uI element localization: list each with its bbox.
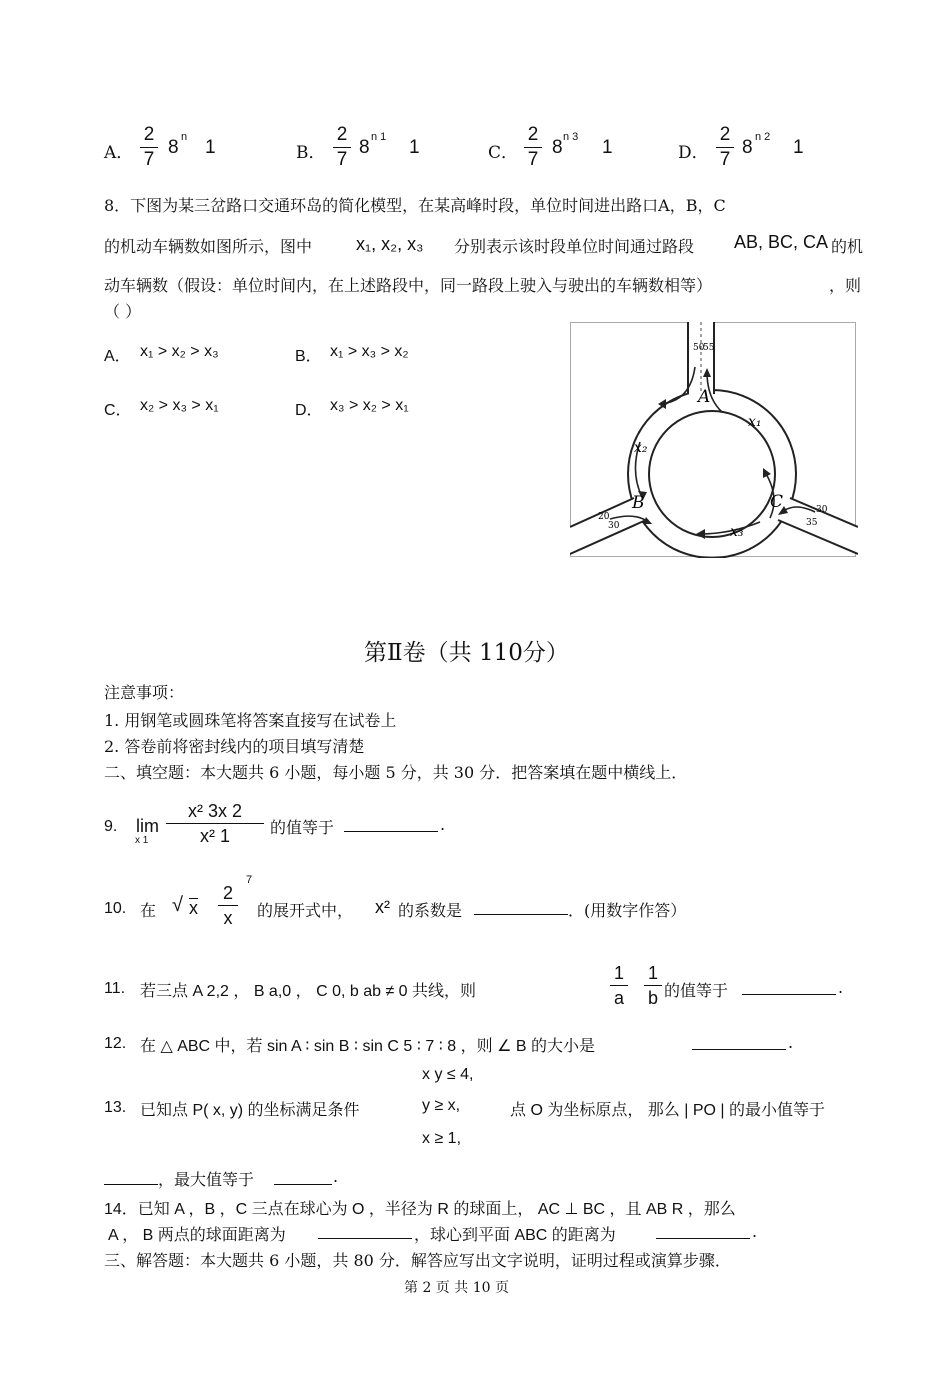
question-number: 9.: [104, 818, 118, 835]
segment-label-x2: x₂: [634, 440, 648, 456]
fraction: 2 7: [333, 124, 351, 171]
question-number: 10.: [104, 900, 127, 917]
question-text: 点 O 为坐标原点， 那么 | PO | 的最小值等于: [510, 1102, 825, 1119]
option-letter: A．: [104, 143, 134, 163]
q8-line3-end: ，则: [829, 276, 862, 295]
option-letter: B．: [296, 143, 326, 163]
term: 1: [205, 137, 216, 158]
fraction: 2 7: [140, 124, 158, 171]
q8-line2-a: 的机动车辆数如图所示，图中: [104, 237, 313, 256]
power-base: 8: [742, 137, 753, 158]
power-exponent: n 1: [371, 131, 387, 143]
question-number: 12.: [104, 1035, 127, 1052]
limit-symbol: lim: [136, 816, 159, 836]
power-exponent: n 2: [755, 131, 771, 143]
fraction: 1 a: [610, 962, 628, 1009]
option-label: D．: [295, 402, 323, 419]
condition: x y ≤ 4,: [422, 1066, 474, 1083]
term: 1: [602, 137, 613, 158]
solve-heading: 三、解答题：本大题共 6 小题，共 80 分．解答应写出文字说明，证明过程或演算步骤．: [104, 1251, 731, 1270]
flow-label: 35: [806, 518, 818, 528]
punctuation: .: [838, 978, 844, 997]
power-exponent: n: [181, 131, 188, 143]
answer-blank[interactable]: [344, 817, 438, 832]
section-title: 第Ⅱ卷（共 110分）: [364, 640, 569, 666]
node-label-c: C: [770, 492, 784, 512]
sqrt-icon: √: [172, 894, 183, 916]
option-text: x₁ > x₂ > x₃: [140, 343, 219, 360]
question-text: ，最大值等于: [158, 1170, 255, 1189]
answer-blank[interactable]: [104, 1170, 158, 1185]
option-text: x₂ > x₃ > x₁: [140, 397, 219, 414]
q8-line2-c: 的机: [831, 237, 864, 256]
option-label: A．: [104, 348, 131, 365]
question-text: 在 △ ABC 中，若 sin A ∶ sin B ∶ sin C 5 ∶ 7 ∶ 8 ，则 ∠ B 的大小是: [140, 1038, 595, 1055]
punctuation: .: [752, 1222, 758, 1241]
q8-line3: 动车辆数（假设：单位时间内，在上述路段中，同一路段上驶入与驶出的车辆数相等）: [104, 276, 713, 295]
punctuation: .: [440, 815, 446, 834]
question-text: 14．已知 A ，B ，C 三点在球心为 O ，半径为 R 的球面上， AC ⊥ BC ，且 AB R ，那么: [104, 1201, 736, 1218]
fraction: 2 7: [716, 124, 734, 171]
fraction: 2 x: [218, 882, 238, 929]
question-text: 的值等于: [270, 818, 335, 837]
power-base: 8: [359, 137, 370, 158]
q8-arcs: AB, BC, CA: [734, 232, 829, 252]
question-number: 11.: [104, 980, 126, 997]
flow-label: 50: [693, 343, 705, 353]
question-text: ，球心到平面 ABC 的距离为: [414, 1227, 616, 1244]
fraction: 1 b: [644, 962, 662, 1009]
page-footer: 第 2 页 共 10 页: [404, 1280, 509, 1296]
segment-label-x1: x₁: [748, 414, 762, 430]
term: 1: [793, 137, 804, 158]
segment-label-x3: x₃: [730, 524, 744, 540]
power-term: x²: [375, 897, 390, 917]
notice-item: 2. 答卷前将密封线内的项目填写清楚: [104, 737, 365, 756]
punctuation: .: [788, 1033, 794, 1052]
node-label-a: A: [698, 387, 711, 407]
answer-blank[interactable]: [692, 1035, 786, 1050]
notice-item: 1. 用钢笔或圆珠笔将答案直接写在试卷上: [104, 711, 397, 730]
power-base: 8: [552, 137, 563, 158]
flow-label: 30: [816, 505, 828, 515]
question-number: 13.: [104, 1099, 127, 1116]
answer-blank[interactable]: [274, 1170, 332, 1185]
notice-heading: 注意事项：: [104, 683, 185, 702]
question-text: A ， B 两点的球面距离为: [108, 1227, 286, 1244]
option-letter: C．: [488, 143, 519, 163]
question-text: 若三点 A 2,2 ， B a,0 ， C 0, b ab ≠ 0 共线，则: [140, 983, 477, 1000]
question-text: ．(用数字作答）: [568, 901, 687, 920]
answer-blank[interactable]: [474, 900, 568, 915]
punctuation: .: [333, 1167, 339, 1186]
q8-line1: 8．下图为某三岔路口交通环岛的简化模型，在某高峰时段，单位时间进出路口A，B，C: [104, 196, 726, 215]
question-text: 已知点 P( x, y) 的坐标满足条件: [140, 1102, 360, 1119]
question-text: 的展开式中，: [257, 901, 354, 920]
q8-line2-b: 分别表示该时段单位时间通过路段: [454, 237, 695, 256]
power-base: 8: [168, 137, 179, 158]
fraction: 2 7: [524, 124, 542, 171]
flow-label: 55: [703, 343, 715, 353]
power-exponent: n 3: [563, 131, 579, 143]
radicand: x: [189, 898, 198, 918]
fill-in-heading: 二、填空题：本大题共 6 小题，每小题 5 分，共 30 分．把答案填在题中横线上．: [104, 763, 688, 782]
condition: x ≥ 1,: [422, 1130, 462, 1147]
answer-blank[interactable]: [656, 1224, 750, 1239]
fraction: x² 3x 2 x² 1: [166, 800, 264, 847]
answer-parentheses: （ ）: [104, 302, 142, 321]
condition: y ≥ x,: [422, 1097, 461, 1114]
node-label-b: B: [632, 493, 645, 513]
question-text: 的系数是: [398, 901, 463, 920]
answer-blank[interactable]: [742, 980, 836, 995]
question-text: 的值等于: [664, 981, 729, 1000]
option-letter: D．: [678, 143, 709, 163]
option-label: B．: [295, 348, 322, 365]
q8-variables: x₁, x₂, x₃: [356, 234, 424, 254]
flow-label: 20: [598, 512, 610, 522]
exponent: 7: [246, 874, 253, 886]
roundabout-diagram: [570, 322, 858, 558]
answer-blank[interactable]: [318, 1224, 412, 1239]
option-text: x₃ > x₂ > x₁: [330, 397, 409, 414]
flow-label: 30: [608, 521, 620, 531]
question-text: 在: [140, 901, 157, 920]
option-text: x₁ > x₃ > x₂: [330, 343, 409, 360]
option-label: C．: [104, 402, 132, 419]
limit-subscript: x 1: [135, 835, 149, 846]
term: 1: [409, 137, 420, 158]
